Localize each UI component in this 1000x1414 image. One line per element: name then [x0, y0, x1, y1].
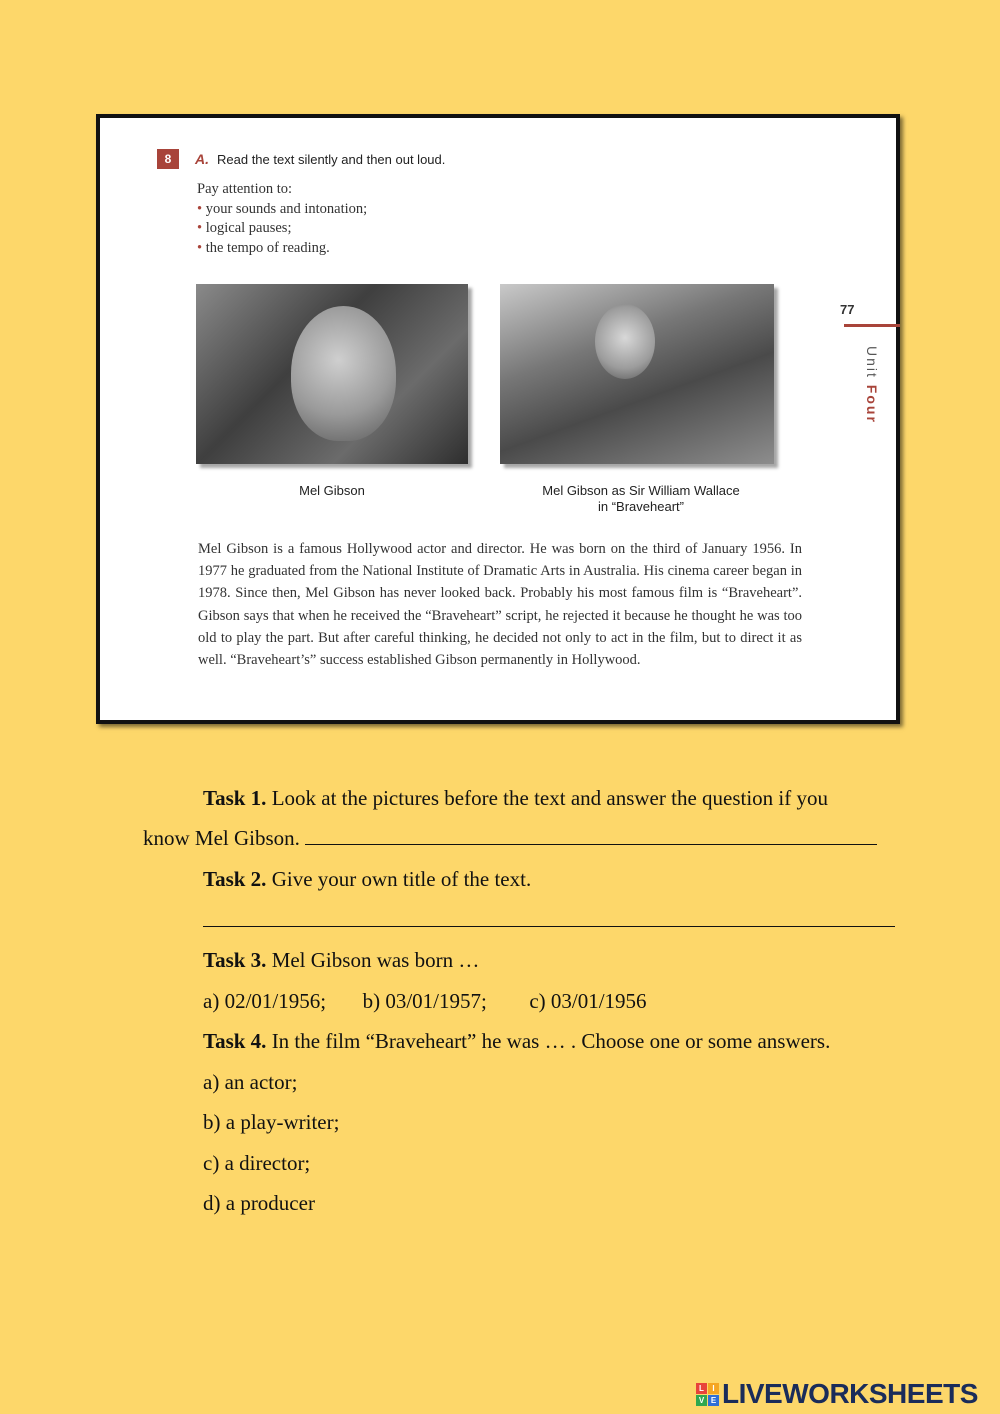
- task3-option-a[interactable]: a) 02/01/1956;: [203, 989, 327, 1013]
- unit-word: Unit: [864, 346, 880, 379]
- task4-option-d[interactable]: d) a producer: [203, 1191, 315, 1215]
- attention-item: • the tempo of reading.: [197, 239, 367, 259]
- logo-letter: L: [696, 1383, 707, 1394]
- warrior-face: [595, 304, 655, 379]
- unit-label: [864, 346, 880, 424]
- attention-block: [197, 180, 367, 258]
- attention-item: • logical pauses;: [197, 219, 367, 239]
- task3-label: Task 3.: [203, 948, 267, 972]
- attention-list: [197, 200, 367, 259]
- unit-name: Four: [864, 384, 880, 424]
- logo-letter: V: [696, 1395, 707, 1406]
- task3-option-b[interactable]: b) 03/01/1957;: [362, 989, 487, 1013]
- task2-answer-blank[interactable]: [203, 908, 895, 927]
- exercise-instruction: Read the text silently and then out loud.: [217, 152, 446, 167]
- task4-label: Task 4.: [203, 1029, 267, 1053]
- task3-option-c[interactable]: c) 03/01/1956: [529, 989, 647, 1013]
- photo2-caption: [500, 483, 782, 515]
- task4-text: In the film “Braveheart” he was … . Choose one or some answers.: [271, 1029, 831, 1053]
- task1-line2: [143, 826, 877, 850]
- task1-line1: [203, 786, 929, 810]
- task4-option-a[interactable]: a) an actor;: [203, 1070, 298, 1094]
- photo2-caption-line1: Mel Gibson as Sir William Wallace: [542, 483, 740, 498]
- photo1-caption: Mel Gibson: [299, 483, 365, 498]
- logo-mark-icon: [696, 1383, 719, 1406]
- attention-title: Pay attention to:: [197, 181, 293, 197]
- task2-text: Give your own title of the text.: [271, 867, 532, 891]
- page-number: 77: [840, 302, 855, 317]
- liveworksheets-logo: [696, 1374, 978, 1414]
- task1-text: Look at the pictures before the text and answer the question if you: [271, 786, 829, 810]
- logo-letter: I: [708, 1383, 719, 1394]
- braveheart-photo: [500, 284, 774, 464]
- task1-label: Task 1.: [203, 786, 267, 810]
- task4-line: [203, 1029, 830, 1053]
- photo2-caption-line2: in “Braveheart”: [598, 499, 684, 514]
- task1-text-cont: know Mel Gibson.: [143, 826, 300, 850]
- task4-option-b[interactable]: b) a play-writer;: [203, 1110, 340, 1134]
- task4-option-c[interactable]: c) a director;: [203, 1151, 311, 1175]
- task2-line: [203, 867, 531, 891]
- exercise-letter: A.: [195, 151, 209, 167]
- mel-gibson-photo: [196, 284, 468, 464]
- exercise-number-badge: 8: [157, 149, 179, 169]
- task3-options: [203, 989, 647, 1013]
- task2-label: Task 2.: [203, 867, 267, 891]
- reading-passage: Mel Gibson is a famous Hollywood actor and director. He was born on the third of January 1956. In 1977 he graduated from the National Institute of Dramatic Arts in Australia. His cinema career began in 1978. Since then, Mel Gibson has never looked back. Probably his most famous film is “Braveheart”. Gibson says that when he received the “Braveheart” script, he rejected it because he thought he was too old to play the part. But after careful thinking, he decided not only to act in the film, but to direct it as well. “Braveheart’s” success established Gibson permanently in Hollywood.: [198, 541, 802, 669]
- task1-answer-blank[interactable]: [305, 826, 877, 845]
- task3-text: Mel Gibson was born …: [271, 948, 480, 972]
- logo-letter: E: [708, 1395, 719, 1406]
- task3-line: [203, 948, 479, 972]
- logo-text: LIVEWORKSHEETS: [722, 1378, 978, 1409]
- page-number-rule: [844, 324, 900, 327]
- textbook-scan: [96, 114, 900, 724]
- portrait-face: [291, 306, 396, 441]
- attention-item: • your sounds and intonation;: [197, 200, 367, 220]
- task2-answer-row: [203, 908, 895, 932]
